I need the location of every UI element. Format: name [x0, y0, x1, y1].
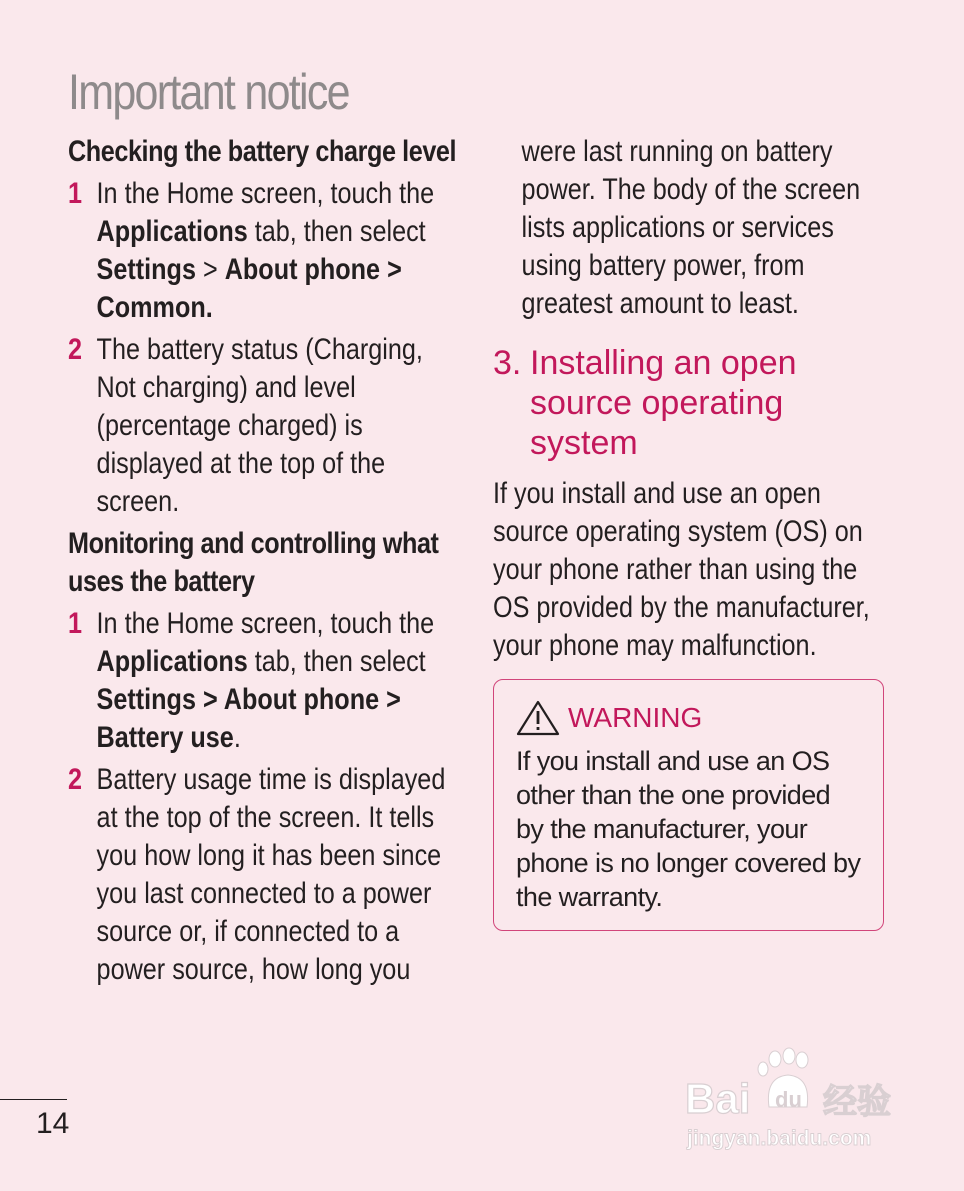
step-bold-applications: Applications: [96, 645, 248, 678]
step-bold-settings: Settings: [96, 253, 196, 286]
footer-rule: [0, 1099, 67, 1100]
right-column: [493, 133, 893, 665]
watermark-brand: Bai: [685, 1075, 751, 1122]
watermark-du: du: [775, 1087, 802, 1112]
step-text: .: [233, 721, 241, 754]
step-bold-applications: Applications: [96, 215, 248, 248]
section-number: 3.: [493, 344, 522, 382]
step-text: >: [195, 253, 225, 286]
step-text: tab, then select: [247, 645, 426, 678]
warning-text: If you install and use an OS other than the one provided by the manufacturer, your phone is no longer covered by the warranty.: [516, 746, 861, 912]
step-text: In the Home screen, touch the: [96, 607, 435, 640]
battery-usage-heading: Monitoring and controlling what uses the battery: [68, 527, 439, 598]
step-bold-battery-use: Settings > About phone > Battery use: [96, 683, 401, 754]
step-number: 2: [68, 763, 83, 796]
warning-label: WARNING: [568, 702, 703, 733]
watermark-jingyan: 经验: [823, 1082, 891, 1122]
step-number: 2: [68, 333, 83, 366]
warning-header: [516, 698, 863, 738]
baidu-jingyan-watermark: [683, 1047, 908, 1157]
step-number: 1: [68, 177, 83, 210]
section-title: Installing an open source operating system: [530, 344, 797, 462]
warning-triangle-icon: [516, 700, 560, 736]
step-text: In the Home screen, touch the: [96, 177, 435, 210]
section-heading: [493, 343, 893, 463]
step-number: 1: [68, 607, 83, 640]
step-text: tab, then select: [247, 215, 426, 248]
page-title: Important notice: [68, 64, 349, 120]
continuation-text: were last running on battery power. The body of the screen lists applications or services using battery power, from greatest amount to least.: [521, 135, 861, 320]
battery-usage-step-1: [68, 605, 468, 757]
page-number: 14: [36, 1107, 70, 1140]
section-body: If you install and use an open source operating system (OS) on your phone rather than using the OS provided by the manufacturer, your phone may malfunction.: [493, 477, 870, 662]
battery-usage-step-2: [68, 761, 468, 989]
battery-level-step-1: [68, 175, 468, 327]
step-text: Battery usage time is displayed at the top of the screen. It tells you how long it has been since you last connected to a power source or, if connected to a power source, how long you: [96, 763, 446, 986]
battery-level-heading: Checking the battery charge level: [68, 135, 457, 168]
step-text: The battery status (Charging, Not charging) and level (percentage charged) is displayed at the top of the screen.: [96, 333, 423, 518]
step-bold-about-phone: About phone > Common.: [96, 253, 402, 324]
watermark-url: jingyan.baidu.com: [687, 1127, 872, 1150]
continuation-block: [493, 133, 893, 323]
battery-level-step-2: [68, 331, 468, 521]
warning-box: [493, 679, 884, 931]
left-column: [68, 133, 468, 993]
